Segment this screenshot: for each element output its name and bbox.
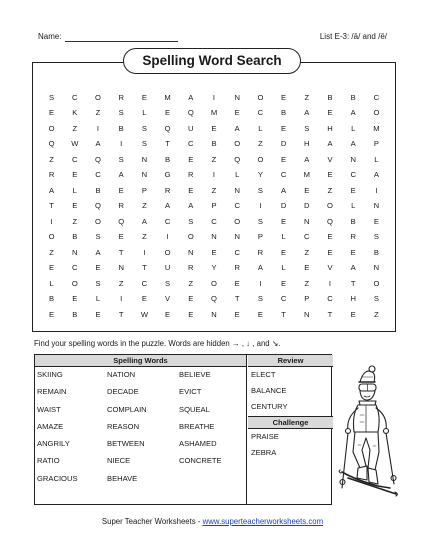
grid-letter[interactable]: B (72, 232, 78, 242)
grid-letter[interactable]: I (259, 278, 262, 288)
grid-letter[interactable]: T (118, 247, 124, 257)
footer-link[interactable]: www.superteacherworksheets.com (202, 517, 324, 526)
grid-letter[interactable]: N (304, 309, 310, 319)
grid-letter[interactable]: Z (142, 201, 147, 211)
grid-letter[interactable]: K (72, 108, 78, 118)
spelling-word: SQUEAL (179, 404, 210, 414)
grid-letter[interactable]: S (49, 93, 55, 102)
spelling-word: ANGRILY (37, 439, 70, 449)
grid-letter[interactable]: Z (327, 185, 333, 195)
grid-letter[interactable]: O (164, 247, 171, 257)
grid-letter[interactable]: R (118, 201, 124, 211)
grid-letter[interactable]: I (166, 232, 169, 242)
grid-letter[interactable]: N (234, 232, 240, 242)
grid-letter[interactable]: O (48, 232, 55, 242)
name-label: Name: (38, 32, 62, 41)
grid-letter[interactable]: H (327, 123, 333, 133)
grid-letter[interactable]: A (257, 263, 263, 273)
grid-letter[interactable]: Q (48, 139, 55, 149)
review-word: ELECT (251, 370, 276, 379)
grid-letter[interactable]: S (95, 232, 101, 242)
grid-letter[interactable]: Z (118, 278, 124, 288)
grid-letter[interactable]: N (72, 247, 78, 257)
grid-letter[interactable]: N (141, 170, 148, 180)
grid-letter[interactable]: R (164, 185, 171, 195)
grid-letter[interactable]: T (234, 294, 240, 304)
grid-letter[interactable]: Z (304, 247, 310, 257)
grid-letter[interactable]: B (281, 108, 287, 118)
grid-letter[interactable]: V (165, 294, 171, 304)
grid-letter[interactable]: P (304, 294, 310, 304)
grid-letter[interactable]: Z (49, 154, 54, 164)
grid-letter[interactable]: O (373, 108, 380, 118)
grid-letter[interactable]: A (304, 108, 310, 118)
footer (0, 517, 425, 526)
grid-letter[interactable]: A (188, 93, 194, 102)
grid-letter[interactable]: T (118, 309, 124, 319)
grid-letter[interactable]: Z (188, 278, 194, 288)
grid-letter[interactable]: E (165, 309, 171, 319)
grid-letter[interactable]: Z (211, 185, 217, 195)
grid-letter[interactable]: C (304, 232, 310, 242)
grid-letter[interactable]: M (210, 108, 218, 118)
grid-letter[interactable]: I (375, 185, 378, 195)
grid-letter[interactable]: O (48, 123, 55, 133)
review-header: Review (248, 355, 333, 367)
grid-letter[interactable]: L (95, 294, 101, 304)
spelling-word: DECADE (107, 387, 139, 397)
grid-letter[interactable]: A (281, 185, 287, 195)
grid-letter[interactable]: B (327, 93, 333, 102)
grid-letter[interactable]: E (327, 108, 333, 118)
grid-letter[interactable]: H (304, 139, 310, 149)
grid-letter[interactable]: E (350, 185, 356, 195)
grid-letter[interactable]: I (96, 123, 100, 133)
grid-letter[interactable]: E (281, 154, 287, 164)
grid-letter[interactable]: T (142, 263, 147, 273)
grid-letter[interactable]: A (373, 170, 379, 180)
spelling-word: CONCRETE (179, 456, 222, 466)
grid-letter[interactable]: O (95, 93, 101, 102)
grid-letter[interactable]: Z (374, 309, 379, 319)
spelling-word: BETWEEN (107, 439, 145, 449)
spelling-word: AMAZE (37, 421, 64, 431)
grid-letter[interactable]: O (234, 216, 241, 226)
grid-letter[interactable]: S (257, 185, 263, 195)
grid-letter[interactable]: A (141, 216, 147, 226)
grid-letter[interactable]: R (234, 263, 240, 273)
grid-letter[interactable]: Z (304, 93, 310, 102)
spelling-words-column (35, 355, 247, 504)
grid-letter[interactable]: Z (72, 216, 78, 226)
grid-letter[interactable]: E (327, 247, 333, 257)
grid-letter[interactable]: O (71, 278, 78, 288)
grid-letter[interactable]: A (327, 139, 333, 149)
grid-letter[interactable]: Q (118, 216, 125, 226)
grid-letter[interactable]: A (304, 154, 310, 164)
grid-letter[interactable]: N (350, 154, 356, 164)
grid-letter[interactable]: E (72, 170, 78, 180)
grid-letter[interactable]: I (120, 139, 123, 149)
grid-letter[interactable]: E (211, 123, 217, 133)
grid-letter[interactable]: L (281, 232, 286, 242)
grid-letter[interactable]: Z (304, 278, 310, 288)
grid-letter[interactable]: O (327, 201, 333, 211)
grid-letter[interactable]: T (165, 139, 170, 149)
grid-letter[interactable]: P (257, 232, 263, 242)
grid-letter[interactable]: N (118, 263, 124, 273)
grid-letter[interactable]: E (188, 309, 194, 319)
challenge-word: PRAISE (251, 432, 279, 441)
grid-letter[interactable]: B (350, 93, 356, 102)
spelling-word: SKIING (37, 370, 63, 379)
grid-letter[interactable]: I (120, 294, 123, 304)
grid-letter[interactable]: C (234, 201, 240, 211)
grid-letter[interactable]: Q (211, 294, 217, 304)
grid-letter[interactable]: C (211, 216, 217, 226)
grid-letter[interactable]: A (49, 185, 55, 195)
grid-letter[interactable]: E (327, 170, 333, 180)
grid-letter[interactable]: B (165, 154, 171, 164)
grid-letter[interactable]: L (142, 108, 147, 118)
grid-letter[interactable]: Z (142, 232, 147, 242)
grid-letter[interactable]: B (49, 294, 55, 304)
grid-letter[interactable]: O (257, 93, 264, 102)
grid-letter[interactable]: Y (211, 263, 217, 273)
grid-letter[interactable]: O (187, 232, 194, 242)
name-input-line[interactable] (65, 41, 178, 42)
grid-letter[interactable]: S (257, 216, 263, 226)
spelling-word: BEHAVE (107, 473, 138, 483)
grid-letter[interactable]: E (350, 247, 356, 257)
grid-letter[interactable]: E (118, 232, 124, 242)
grid-letter[interactable]: I (212, 93, 216, 102)
grid-letter[interactable]: Y (257, 170, 263, 180)
grid-letter[interactable]: E (118, 185, 124, 195)
grid-letter[interactable]: C (373, 93, 380, 102)
grid-letter[interactable]: E (211, 247, 217, 257)
spelling-word: RATIO (37, 456, 60, 466)
grid-letter[interactable]: O (373, 278, 380, 288)
grid-letter[interactable]: E (49, 309, 55, 319)
grid-letter[interactable]: I (328, 278, 332, 288)
skier-illustration (338, 360, 400, 502)
grid-letter[interactable]: A (95, 247, 101, 257)
list-label: List E-3: /ā/ and /ē/ (319, 32, 387, 41)
grid-letter[interactable]: U (164, 263, 171, 273)
grid-letter[interactable]: E (49, 108, 55, 118)
grid-letter[interactable]: E (95, 309, 101, 319)
grid-letter[interactable]: S (95, 278, 101, 288)
grid-letter[interactable]: A (350, 263, 356, 273)
review-word: CENTURY (251, 402, 288, 411)
grid-letter[interactable]: A (95, 139, 101, 149)
grid-letter[interactable]: P (141, 185, 147, 195)
grid-letter[interactable]: R (188, 170, 194, 180)
grid-letter[interactable]: B (95, 185, 101, 195)
grid-letter[interactable]: E (72, 294, 78, 304)
grid-letter[interactable]: E (141, 294, 147, 304)
grid-letter[interactable]: Z (95, 108, 101, 118)
grid-letter[interactable]: E (281, 216, 287, 226)
grid-letter[interactable]: Z (258, 139, 263, 149)
spelling-word: COMPLAIN (107, 404, 147, 414)
grid-letter[interactable]: C (280, 170, 287, 180)
grid-letter[interactable]: Z (211, 154, 217, 164)
grid-letter[interactable]: L (72, 185, 77, 195)
grid-letter[interactable]: L (49, 278, 54, 288)
grid-letter[interactable]: E (373, 216, 379, 226)
grid-letter[interactable]: N (188, 247, 194, 257)
grid-letter[interactable]: S (304, 123, 310, 133)
grid-letter[interactable]: B (211, 139, 217, 149)
grid-letter[interactable]: C (72, 93, 78, 102)
grid-letter[interactable]: O (211, 278, 217, 288)
footer-prefix: Super Teacher Worksheets - (101, 517, 203, 526)
spelling-word: WAIST (37, 404, 61, 414)
page-title: Spelling Word Search (123, 48, 301, 74)
grid-letter[interactable]: E (281, 93, 287, 102)
grid-letter[interactable]: E (95, 263, 101, 273)
grid-letter[interactable]: H (350, 294, 356, 304)
grid-letter[interactable]: O (257, 154, 264, 164)
grid-letter[interactable]: C (188, 139, 194, 149)
grid-letter[interactable]: Q (327, 216, 333, 226)
grid-letter[interactable]: S (165, 278, 171, 288)
spelling-word (179, 471, 249, 488)
grid-letter[interactable]: E (327, 232, 333, 242)
grid-letter[interactable]: W (71, 139, 79, 149)
spelling-word: BREATHE (179, 421, 215, 431)
spelling-word: NIECE (107, 456, 131, 466)
grid-letter[interactable]: V (327, 263, 333, 273)
grid-letter[interactable]: C (164, 216, 171, 226)
grid-letter[interactable]: Q (234, 154, 241, 164)
grid-letter[interactable]: E (165, 108, 171, 118)
grid-letter[interactable]: L (235, 170, 240, 180)
grid-letter[interactable]: S (141, 123, 147, 133)
grid-letter[interactable]: E (188, 185, 194, 195)
spelling-word: REMAIN (37, 387, 67, 397)
spelling-words-header: Spelling Words (35, 355, 246, 367)
grid-letter[interactable]: E (188, 154, 194, 164)
grid-letter[interactable]: T (281, 309, 286, 319)
grid-letter[interactable]: Q (95, 154, 101, 164)
spelling-word: NATION (107, 370, 136, 379)
grid-letter[interactable]: A (234, 123, 240, 133)
grid-letter[interactable]: L (351, 123, 356, 133)
grid-letter[interactable]: A (188, 201, 194, 211)
grid-letter[interactable]: N (211, 232, 217, 242)
grid-letter[interactable]: R (48, 170, 55, 180)
grid-letter[interactable]: W (140, 309, 148, 319)
grid-letter[interactable]: E (304, 185, 310, 195)
challenge-header: Challenge (248, 416, 333, 429)
grid-letter[interactable]: N (141, 154, 148, 164)
grid-letter[interactable]: M (373, 123, 380, 133)
challenge-word: ZEBRA (251, 448, 277, 457)
grid-letter[interactable]: I (259, 201, 262, 211)
grid-letter[interactable]: S (118, 108, 124, 118)
grid-letter[interactable]: P (211, 201, 217, 211)
grid-letter[interactable]: M (303, 170, 310, 180)
grid-letter[interactable]: T (350, 278, 356, 288)
grid-letter[interactable]: G (164, 170, 171, 180)
grid-letter[interactable]: R (257, 247, 264, 257)
grid-letter[interactable]: E (188, 294, 194, 304)
grid-letter[interactable]: S (373, 294, 379, 304)
grid-letter[interactable]: C (141, 278, 148, 288)
grid-letter[interactable]: M (164, 93, 171, 102)
grid-letter[interactable]: N (234, 93, 240, 102)
grid-letter[interactable]: C (234, 247, 240, 257)
header (38, 32, 387, 46)
grid-letter[interactable]: N (373, 201, 380, 211)
grid-letter[interactable]: C (72, 154, 78, 164)
grid-letter[interactable]: O (234, 139, 241, 149)
grid-letter[interactable]: T (49, 201, 54, 211)
grid-letter[interactable]: N (234, 185, 240, 195)
grid-letter[interactable]: E (281, 247, 287, 257)
grid-letter[interactable]: C (280, 294, 287, 304)
grid-letter[interactable]: E (234, 108, 240, 118)
grid-letter[interactable]: S (188, 216, 194, 226)
spelling-word: REASON (107, 421, 140, 431)
grid-letter[interactable]: D (304, 201, 310, 211)
grid-letter[interactable]: L (351, 201, 356, 211)
grid-letter[interactable]: V (327, 154, 333, 164)
grid-letter[interactable]: E (72, 201, 78, 211)
grid-letter[interactable]: S (118, 154, 124, 164)
challenge-list (248, 429, 333, 461)
grid-letter[interactable]: N (304, 216, 310, 226)
grid-letter[interactable]: A (165, 201, 171, 211)
word-table (34, 354, 332, 505)
review-list (248, 367, 333, 415)
spelling-word: GRACIOUS (37, 473, 78, 483)
instructions: Find your spelling words in the puzzle. Words are hidden → , ↓ , and ↘. (34, 339, 281, 348)
grid-letter[interactable]: E (281, 123, 287, 133)
grid-letter[interactable]: C (350, 170, 356, 180)
grid-letter[interactable]: S (257, 294, 263, 304)
grid-letter[interactable]: L (281, 263, 286, 273)
grid-letter[interactable]: E (49, 263, 55, 273)
spelling-word: BELIEVE (179, 370, 211, 379)
grid-letter[interactable]: E (234, 309, 240, 319)
grid-letter[interactable]: B (72, 309, 78, 319)
grid-letter[interactable]: A (118, 170, 124, 180)
grid-letter[interactable]: B (373, 247, 379, 257)
grid-letter[interactable]: L (258, 123, 263, 133)
grid-letter[interactable]: R (188, 263, 194, 273)
grid-letter[interactable]: S (373, 232, 379, 242)
grid-letter[interactable]: T (327, 309, 333, 319)
grid-letter[interactable]: E (234, 278, 240, 288)
grid-letter[interactable]: U (188, 123, 194, 133)
grid-letter[interactable]: C (327, 294, 333, 304)
grid-letter[interactable]: C (257, 108, 264, 118)
grid-letter[interactable]: B (118, 123, 124, 133)
grid-letter[interactable]: D (280, 139, 287, 149)
grid-letter[interactable]: E (350, 309, 356, 319)
grid-letter[interactable]: Q (164, 123, 171, 133)
grid-letter[interactable]: Z (72, 123, 78, 133)
grid-letter[interactable]: I (143, 247, 146, 257)
letter-grid (40, 90, 388, 322)
grid-letter[interactable]: A (350, 108, 356, 118)
grid-letter[interactable]: B (350, 216, 356, 226)
grid-letter[interactable]: I (50, 216, 53, 226)
grid-letter[interactable]: N (211, 309, 217, 319)
grid-letter[interactable]: D (280, 201, 287, 211)
grid-letter[interactable]: I (212, 170, 216, 180)
grid-letter[interactable]: N (373, 263, 380, 273)
grid-letter[interactable]: E (304, 263, 310, 273)
grid-letter[interactable]: Z (49, 247, 54, 257)
grid-letter[interactable]: S (141, 139, 147, 149)
grid-letter[interactable]: O (95, 216, 101, 226)
spelling-words-list (35, 367, 246, 488)
review-column (248, 355, 333, 504)
grid-letter[interactable]: Q (187, 108, 194, 118)
grid-letter[interactable]: E (257, 309, 263, 319)
grid-letter[interactable]: C (95, 170, 101, 180)
grid-letter[interactable]: A (350, 139, 356, 149)
grid-letter[interactable]: R (350, 232, 356, 242)
grid-letter[interactable]: E (281, 278, 287, 288)
grid-letter[interactable]: Q (95, 201, 101, 211)
spelling-word: ASHAMED (179, 439, 217, 449)
grid-letter[interactable]: R (118, 93, 124, 102)
grid-letter[interactable]: C (72, 263, 78, 273)
spelling-word: EVICT (179, 387, 202, 397)
review-word: BALANCE (251, 386, 287, 395)
grid-letter[interactable]: L (374, 154, 379, 164)
grid-letter[interactable]: P (373, 139, 379, 149)
grid-letter[interactable]: E (141, 93, 147, 102)
